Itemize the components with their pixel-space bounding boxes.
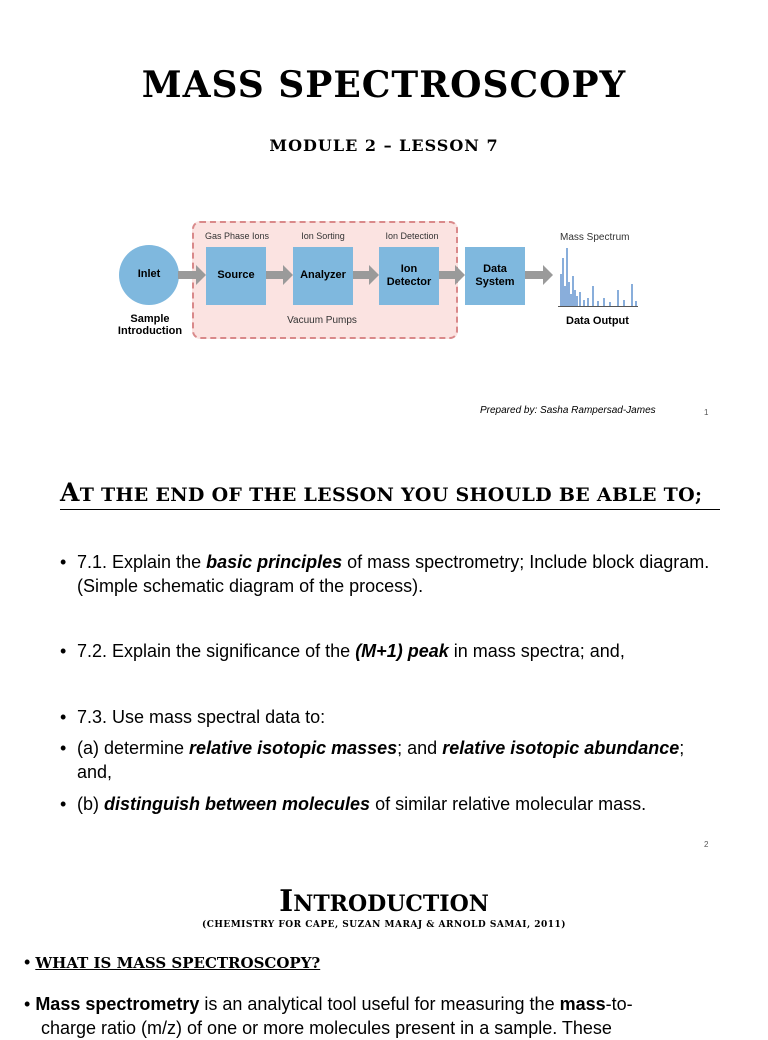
objective-item: • 7.1. Explain the basic principles of mass spectrometry; Include block diagram. (Simple schematic diagram of the process). [60, 552, 710, 596]
vacuum-pumps-label: Vacuum Pumps [287, 315, 357, 326]
inlet-caption: Sample Introduction [117, 313, 183, 337]
mass-spectrum-label: Mass Spectrum [560, 232, 630, 243]
data-output-label: Data Output [566, 315, 629, 327]
objectives-title-initial: A [60, 478, 80, 507]
inlet-node: Inlet [119, 245, 179, 305]
slide1-title: MASS SPECTROSCOPY [141, 64, 627, 106]
arrow-inlet-source [178, 262, 208, 288]
mass-spectrum-icon [558, 246, 640, 308]
analyzer-block: Analyzer [293, 247, 353, 305]
arrow-detector-datasystem [437, 262, 467, 288]
objective-item: • (b) distinguish between molecules of similar relative molecular mass. [60, 794, 647, 814]
label-ion-sorting: Ion Sorting [301, 231, 345, 241]
arrow-source-analyzer [265, 262, 295, 288]
arrow-analyzer-detector [351, 262, 381, 288]
objective-item: • 7.2. Explain the significance of the (M+1) peak in mass spectra; and, [60, 641, 625, 661]
arrow-datasystem-output [525, 262, 555, 288]
objectives-title [60, 478, 702, 507]
data-system-block: Data System [465, 247, 525, 305]
introduction-title: INTRODUCTION [279, 884, 489, 919]
question-heading: WHAT IS MASS SPECTROSCOPY? [35, 954, 321, 972]
objective-item: • 7.3. Use mass spectral data to: [60, 707, 326, 727]
slide1-subtitle: MODULE 2 – LESSON 7 [269, 136, 499, 155]
question-bullet: • WHAT IS MASS SPECTROSCOPY? [24, 952, 321, 972]
label-gas-phase-ions: Gas Phase Ions [204, 231, 270, 241]
ion-detector-block: Ion Detector [379, 247, 439, 305]
label-ion-detection: Ion Detection [385, 231, 439, 241]
objectives-title-rest: T THE END OF THE LESSON YOU SHOULD BE ABLE TO; [79, 484, 703, 506]
objective-item: • (a) determine relative isotopic masses; and relative isotopic abundance; and, [60, 738, 685, 782]
author-credit: Prepared by: Sasha Rampersad-James [480, 405, 656, 416]
introduction-citation: (CHEMISTRY FOR CAPE, SUZAN MARAJ & ARNOLD SAMAI, 2011) [201, 920, 567, 930]
title-underline [60, 509, 720, 510]
page-number-1: 1 [704, 408, 709, 417]
intro-paragraph: • Mass spectrometry is an analytical tool useful for measuring the mass-to- charge ratio (m/z) of one or more molecules present in a sample. These [24, 994, 633, 1038]
page-number-2: 2 [704, 840, 709, 849]
source-block: Source [206, 247, 266, 305]
